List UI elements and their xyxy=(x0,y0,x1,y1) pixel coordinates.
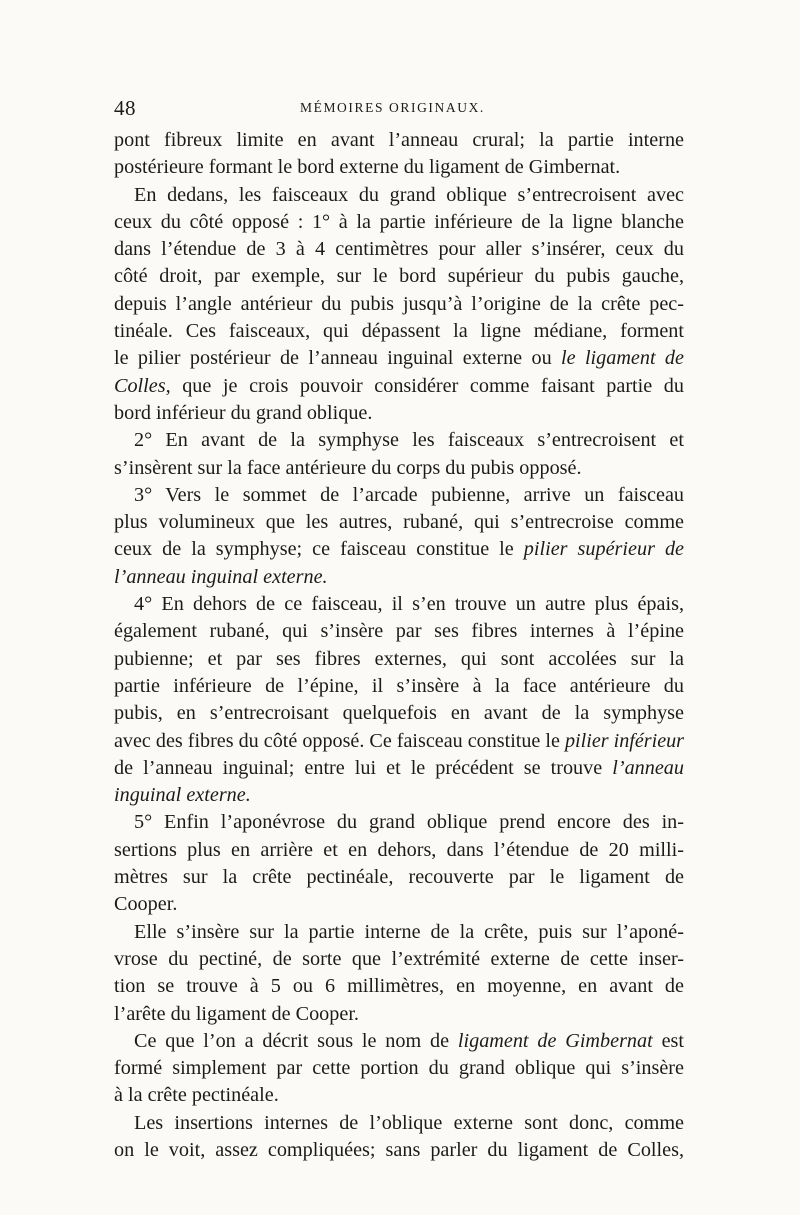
text-segment: Ce que l’on a décrit sous le nom de xyxy=(134,1029,458,1052)
italic-text: l’anneau inguinal externe. xyxy=(114,565,328,588)
text-line xyxy=(114,919,684,946)
text-segment: pubienne; et par ses fibres externes, qui sont accolées sur la xyxy=(114,647,684,670)
text-segment: dans l’étendue de 3 à 4 centimètres pour aller s’insérer, ceux du xyxy=(114,238,684,261)
text-line xyxy=(114,646,684,673)
text-segment: sertions plus en arrière et en dehors, dans l’étendue de 20 milli- xyxy=(114,838,684,861)
text-segment: ceux du côté opposé : 1° à la partie inférieure de la ligne blanche xyxy=(114,210,684,233)
text-segment: de l’anneau inguinal; entre lui et le précédent se trouve xyxy=(114,756,613,779)
text-segment: tinéale. Ces faisceaux, qui dépassent la ligne médiane, forment xyxy=(114,320,684,343)
text-segment: Les insertions internes de l’oblique externe sont donc, comme xyxy=(134,1111,684,1134)
text-line xyxy=(114,782,684,809)
text-segment: Elle s’insère sur la partie interne de la crête, puis sur l’aponé- xyxy=(134,920,684,943)
text-segment: s’insèrent sur la face antérieure du corps du pubis opposé. xyxy=(114,456,582,479)
text-segment: bord inférieur du grand oblique. xyxy=(114,401,373,424)
text-line xyxy=(114,837,684,864)
italic-text: l’anneau xyxy=(612,756,684,779)
italic-text: ligament de Gimbernat xyxy=(457,1029,653,1052)
text-line xyxy=(114,673,684,700)
page-header xyxy=(114,96,680,122)
text-line xyxy=(114,236,684,263)
text-segment: pont fibreux limite en avant l’anneau crural; la partie interne xyxy=(114,129,684,151)
text-line xyxy=(114,591,684,618)
italic-text: le ligament de xyxy=(561,347,684,370)
page-number: 48 xyxy=(114,96,136,120)
text-segment: avec des fibres du côté opposé. Ce faisceau constitue le xyxy=(114,729,565,752)
text-segment: 4° En dehors de ce faisceau, il s’en trouve un autre plus épais, xyxy=(134,593,684,616)
text-segment: 3° Vers le sommet de l’arcade pubienne, arrive un faisceau xyxy=(134,483,684,506)
text-line xyxy=(114,946,684,973)
text-line xyxy=(114,1028,684,1055)
text-line xyxy=(114,618,684,645)
text-segment: mètres sur la crête pectinéale, recouverte par le ligament de xyxy=(114,866,684,889)
text-line xyxy=(114,400,684,427)
running-head: MÉMOIRES ORIGINAUX. xyxy=(300,100,485,115)
text-line xyxy=(114,1055,684,1082)
text-line xyxy=(114,536,684,563)
text-line xyxy=(114,891,684,918)
text-line xyxy=(114,1082,684,1109)
italic-text: inguinal externe. xyxy=(114,784,251,807)
text-segment: depuis l’angle antérieur du pubis jusqu’à l’origine de la crête pec- xyxy=(114,292,684,315)
text-line xyxy=(114,345,684,372)
text-line xyxy=(114,482,684,509)
text-segment: tion se trouve à 5 ou 6 millimètres, en moyenne, en avant de xyxy=(114,975,684,998)
text-segment: plus volumineux que les autres, rubané, qui s’entrecroise comme xyxy=(114,511,684,534)
text-segment: pubis, en s’entrecroisant quelquefois en avant de la symphyse xyxy=(114,702,684,725)
text-line xyxy=(114,564,684,591)
italic-text: pilier supérieur de xyxy=(523,538,684,561)
text-line xyxy=(114,1110,684,1137)
text-line xyxy=(114,154,684,181)
text-segment: on le voit, assez compliquées; sans parler du ligament de Colles, xyxy=(114,1138,684,1161)
italic-text: Colles, xyxy=(114,374,171,397)
text-line xyxy=(114,809,684,836)
text-segment: est xyxy=(652,1029,684,1052)
text-segment: 2° En avant de la symphyse les faisceaux s’entrecroisent et xyxy=(134,429,684,452)
text-segment: ceux de la symphyse; ce faisceau constitue le xyxy=(114,538,524,561)
text-segment: postérieure formant le bord externe du ligament de Gimbernat. xyxy=(114,156,621,179)
text-line xyxy=(114,182,684,209)
text-segment: côté droit, par exemple, sur le bord supérieur du pubis gauche, xyxy=(114,265,684,288)
text-line xyxy=(114,127,684,154)
text-segment: partie inférieure de l’épine, il s’insère à la face antérieure du xyxy=(114,674,684,697)
text-segment: à la crête pectinéale. xyxy=(114,1084,279,1107)
text-line xyxy=(114,263,684,290)
text-line xyxy=(114,209,684,236)
text-line xyxy=(114,1001,684,1028)
italic-text: pilier inférieur xyxy=(565,729,685,752)
text-line xyxy=(114,373,684,400)
text-line xyxy=(114,1137,684,1164)
text-line xyxy=(114,755,684,782)
text-line xyxy=(114,509,684,536)
text-line xyxy=(114,455,684,482)
text-line xyxy=(114,700,684,727)
text-segment: l’arête du ligament de Cooper. xyxy=(114,1002,359,1025)
text-line xyxy=(114,728,684,755)
text-segment: le pilier postérieur de l’anneau inguinal externe ou xyxy=(114,347,562,370)
text-segment: vrose du pectiné, de sorte que l’extrémité externe de cette inser- xyxy=(114,947,684,970)
text-segment: Cooper. xyxy=(114,893,178,916)
text-line xyxy=(114,973,684,1000)
text-segment: également rubané, qui s’insère par ses fibres internes à l’épine xyxy=(114,620,684,643)
text-line xyxy=(114,318,684,345)
text-line xyxy=(114,864,684,891)
body-text xyxy=(114,127,684,1164)
text-line xyxy=(114,427,684,454)
text-segment: 5° Enfin l’aponévrose du grand oblique prend encore des in- xyxy=(134,811,684,834)
text-segment: En dedans, les faisceaux du grand oblique s’entrecroisent avec xyxy=(134,183,684,206)
text-line xyxy=(114,291,684,318)
text-segment: formé simplement par cette portion du grand oblique qui s’insère xyxy=(114,1057,684,1080)
text-segment: que je crois pouvoir considérer comme faisant partie du xyxy=(170,374,684,397)
